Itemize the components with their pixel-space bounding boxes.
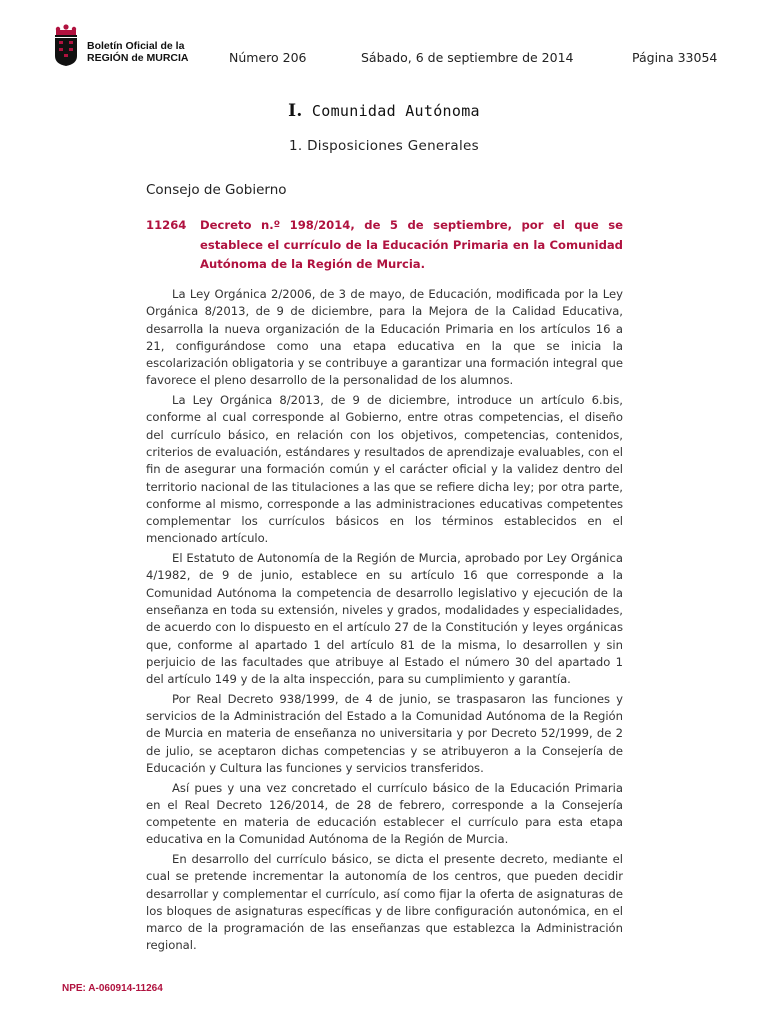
section-heading (0, 101, 768, 121)
decree-title: Decreto n.º 198/2014, de 5 de septiembre, por el que se establece el currículo de la Educación Primaria en la Comunidad Autónoma de la Región de Murcia. (200, 218, 623, 271)
paragraph: El Estatuto de Autonomía de la Región de Murcia, aprobado por Ley Orgánica 4/1982, de 9 de junio, establece en su artículo 16 que corresponde a la Comunidad Autónoma la competencia de desarrollo legislativo y ejecución de la enseñanza en toda su extensión, niveles y grados, modalidades y especialidades, de acuerdo con lo dispuesto en el artículo 27 de la Constitución y leyes orgánicas que, conforme al apartado 1 del artículo 81 de la misma, lo desarrollen y sin perjuicio de las facultades que atribuye al Estado el número 30 del apartado 1 del artículo 149 y de la alta inspección, para su cumplimiento y garantía. (146, 551, 623, 687)
issuing-organ: Consejo de Gobierno (146, 182, 287, 198)
bulletin-brand (87, 40, 189, 64)
issue-date: Sábado, 6 de septiembre de 2014 (361, 50, 574, 65)
paragraph: La Ley Orgánica 8/2013, de 9 de diciembre, introduce un artículo 6.bis, conforme al cual corresponde al Gobierno, entre otras competencias, el diseño del currículo básico, en relación con los objetivos, competencias, contenidos, criterios de evaluación, estándares y resultados de aprendizaje evaluables, con el fin de asegurar una formación común y el carácter oficial y la validez dentro del territorio nacional de las titulaciones a las que se refiere dicha ley; por otra parte, conforme al mismo, corresponde a las administraciones educativas competentes complementar los currículos básicos en los términos establecidos en el mencionado artículo. (146, 393, 623, 546)
region-murcia-coat-of-arms-icon (52, 24, 80, 66)
decree-heading (146, 216, 623, 275)
brand-line-1: Boletín Oficial de la (87, 40, 185, 52)
brand-line-2: REGIÓN de MURCIA (87, 52, 189, 64)
npe-footer: NPE: A-060914-11264 (62, 983, 163, 994)
subsection-heading: 1. Disposiciones Generales (289, 138, 479, 154)
issue-number: Número 206 (229, 50, 307, 65)
section-title: Comunidad Autónoma (311, 102, 480, 120)
document-body (146, 286, 623, 957)
page-number: Página 33054 (632, 50, 718, 65)
decree-number: 11264 (146, 218, 187, 232)
paragraph: Así pues y una vez concretado el currículo básico de la Educación Primaria en el Real Decreto 126/2014, de 28 de febrero, corresponde a la Consejería competente en materia de educación establecer el currículo para esta etapa educativa en la Comunidad Autónoma de la Región de Murcia. (146, 780, 623, 847)
section-numeral: I. (288, 101, 303, 121)
paragraph: Por Real Decreto 938/1999, de 4 de junio, se traspasaron las funciones y servicios de la Administración del Estado a la Comunidad Autónoma de la Región de Murcia en materia de enseñanza no universitaria y por Decreto 52/1999, de 2 de julio, se aceptaron dichas competencias y se atribuyeron a la Consejería de Educación y Cultura las funciones y servicios transferidos. (146, 691, 623, 775)
paragraph: La Ley Orgánica 2/2006, de 3 de mayo, de Educación, modificada por la Ley Orgánica 8/2013, de 9 de diciembre, para la Mejora de la Calidad Educativa, desarrolla la nueva organización de la Educación Primaria en los artículos 16 a 21, configurándose como una etapa educativa en la que se inicia la escolarización obligatoria y se contribuye a garantizar una formación integral que favorece el pleno desarrollo de la personalidad de los alumnos. (146, 287, 623, 388)
paragraph: En desarrollo del currículo básico, se dicta el presente decreto, mediante el cual se pretende incrementar la autonomía de los centros, que pueden decidir desarrollar y complementar el currículo, así como fijar la oferta de asignaturas de los bloques de asignaturas específicas y de libre configuración autonómica, en el marco de la programación de las enseñanzas que establezca la Administración regional. (146, 851, 623, 953)
